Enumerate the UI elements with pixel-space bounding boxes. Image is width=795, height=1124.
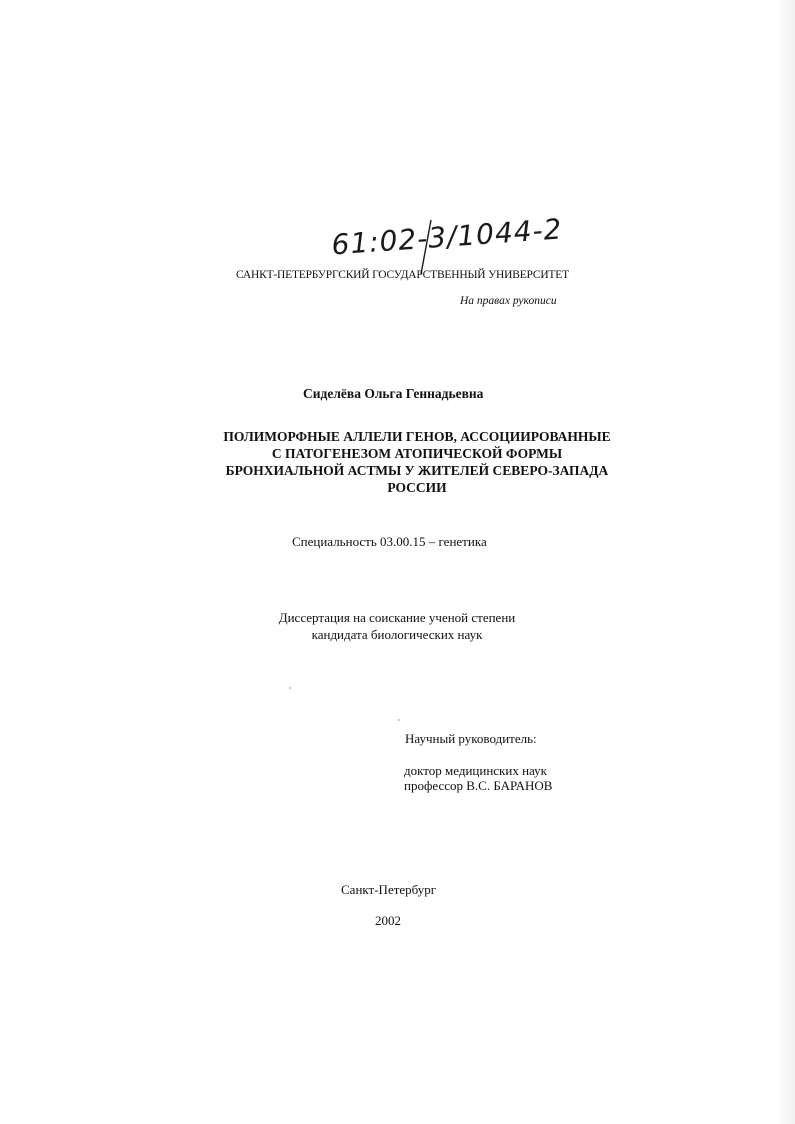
- supervisor-degree: доктор медицинских наук: [404, 763, 547, 778]
- scan-speck: [398, 719, 400, 721]
- year: 2002: [375, 913, 401, 928]
- specialty-line: Специальность 03.00.15 – генетика: [292, 534, 487, 549]
- title-line: С ПАТОГЕНЕЗОМ АТОПИЧЕСКОЙ ФОРМЫ: [271, 446, 563, 461]
- scan-speck: [289, 687, 291, 689]
- degree-line: Диссертация на соискание ученой степени: [278, 610, 516, 625]
- degree-line: кандидата биологических наук: [311, 627, 483, 642]
- university-name: САНКТ-ПЕТЕРБУРГСКИЙ ГОСУДАРСТВЕННЫЙ УНИВЕРСИТЕТ: [236, 269, 569, 281]
- supervisor-name: профессор В.С. БАРАНОВ: [404, 778, 553, 793]
- title-line: ПОЛИМОРФНЫЕ АЛЛЕЛИ ГЕНОВ, АССОЦИИРОВАННЫЕ: [223, 429, 611, 444]
- svg-text:61:02-3/1044-2: 61:02-3/1044-2: [330, 212, 564, 262]
- page-shadow-edge: [780, 0, 795, 1124]
- dissertation-title: [212, 428, 622, 496]
- manuscript-rights-note: На правах рукописи: [460, 295, 557, 307]
- title-line: РОССИИ: [387, 480, 447, 495]
- city: Санкт-Петербург: [341, 882, 437, 897]
- title-line: БРОНХИАЛЬНОЙ АСТМЫ У ЖИТЕЛЕЙ СЕВЕРО-ЗАПАДА: [225, 463, 609, 478]
- degree-statement: [262, 609, 532, 643]
- supervisor-label: Научный руководитель:: [405, 731, 537, 746]
- author-name: Сиделёва Ольга Геннадьевна: [303, 386, 484, 401]
